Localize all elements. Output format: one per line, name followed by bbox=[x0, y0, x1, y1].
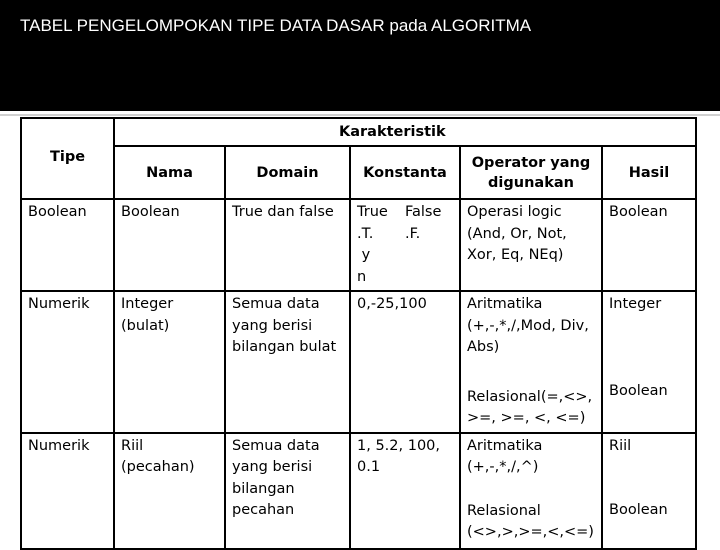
cell-operator: Operasi logic (And, Or, Not, Xor, Eq, NEq) bbox=[460, 199, 602, 291]
cell-operator bbox=[460, 291, 602, 433]
cell-tipe: Numerik bbox=[21, 433, 114, 549]
operator-aritmatika: Aritmatika (+,-,*,/,^) bbox=[467, 437, 543, 475]
header-konstanta: Konstanta bbox=[350, 146, 460, 199]
divider bbox=[0, 114, 720, 116]
cell-nama: Boolean bbox=[114, 199, 225, 291]
data-type-table bbox=[20, 117, 697, 550]
header-hasil: Hasil bbox=[602, 146, 696, 199]
cell-konstanta: 0,-25,100 bbox=[350, 291, 460, 433]
table-row bbox=[21, 199, 696, 291]
cell-domain: Semua data yang berisi bilangan pecahan bbox=[225, 433, 350, 549]
header-operator: Operator yang digunakan bbox=[460, 146, 602, 199]
cell-tipe: Boolean bbox=[21, 199, 114, 291]
cell-operator bbox=[460, 433, 602, 549]
cell-tipe: Numerik bbox=[21, 291, 114, 433]
cell-nama: Integer (bulat) bbox=[114, 291, 225, 433]
konst-value: .F. bbox=[405, 225, 421, 242]
header-domain: Domain bbox=[225, 146, 350, 199]
table-row bbox=[21, 433, 696, 549]
header-tipe: Tipe bbox=[21, 118, 114, 199]
konst-value: y bbox=[361, 247, 371, 263]
cell-hasil bbox=[602, 433, 696, 549]
header-nama: Nama bbox=[114, 146, 225, 199]
operator-aritmatika: Aritmatika (+,-,*,/,Mod, Div, Abs) bbox=[467, 296, 589, 355]
operator-relasional: Relasional (<>,>,>=,<,<=) bbox=[467, 502, 594, 540]
title-band bbox=[0, 0, 720, 111]
cell-nama: Riil (pecahan) bbox=[114, 433, 225, 549]
cell-hasil: Boolean bbox=[602, 199, 696, 291]
header-karakteristik: Karakteristik bbox=[114, 118, 696, 146]
cell-domain: Semua data yang berisi bilangan bulat bbox=[225, 291, 350, 433]
konst-value: True bbox=[357, 204, 388, 220]
page-title: TABEL PENGELOMPOKAN TIPE DATA DASAR pada ALGORITMA bbox=[20, 16, 532, 35]
hasil-1: Riil bbox=[609, 437, 632, 454]
operator-relasional: Relasional(=,<>, >=, >=, <, <=) bbox=[467, 388, 593, 426]
hasil-1: Integer bbox=[609, 296, 662, 312]
cell-domain: True dan false bbox=[225, 199, 350, 291]
hasil-2: Boolean bbox=[609, 382, 668, 399]
cell-konstanta bbox=[350, 199, 460, 291]
cell-konstanta: 1, 5.2, 100, 0.1 bbox=[350, 433, 460, 549]
hasil-2: Boolean bbox=[609, 502, 668, 518]
cell-hasil bbox=[602, 291, 696, 433]
konst-value: False bbox=[405, 204, 442, 220]
konst-value: .T. bbox=[357, 225, 374, 242]
konst-value: n bbox=[357, 268, 367, 285]
table-row bbox=[21, 291, 696, 433]
